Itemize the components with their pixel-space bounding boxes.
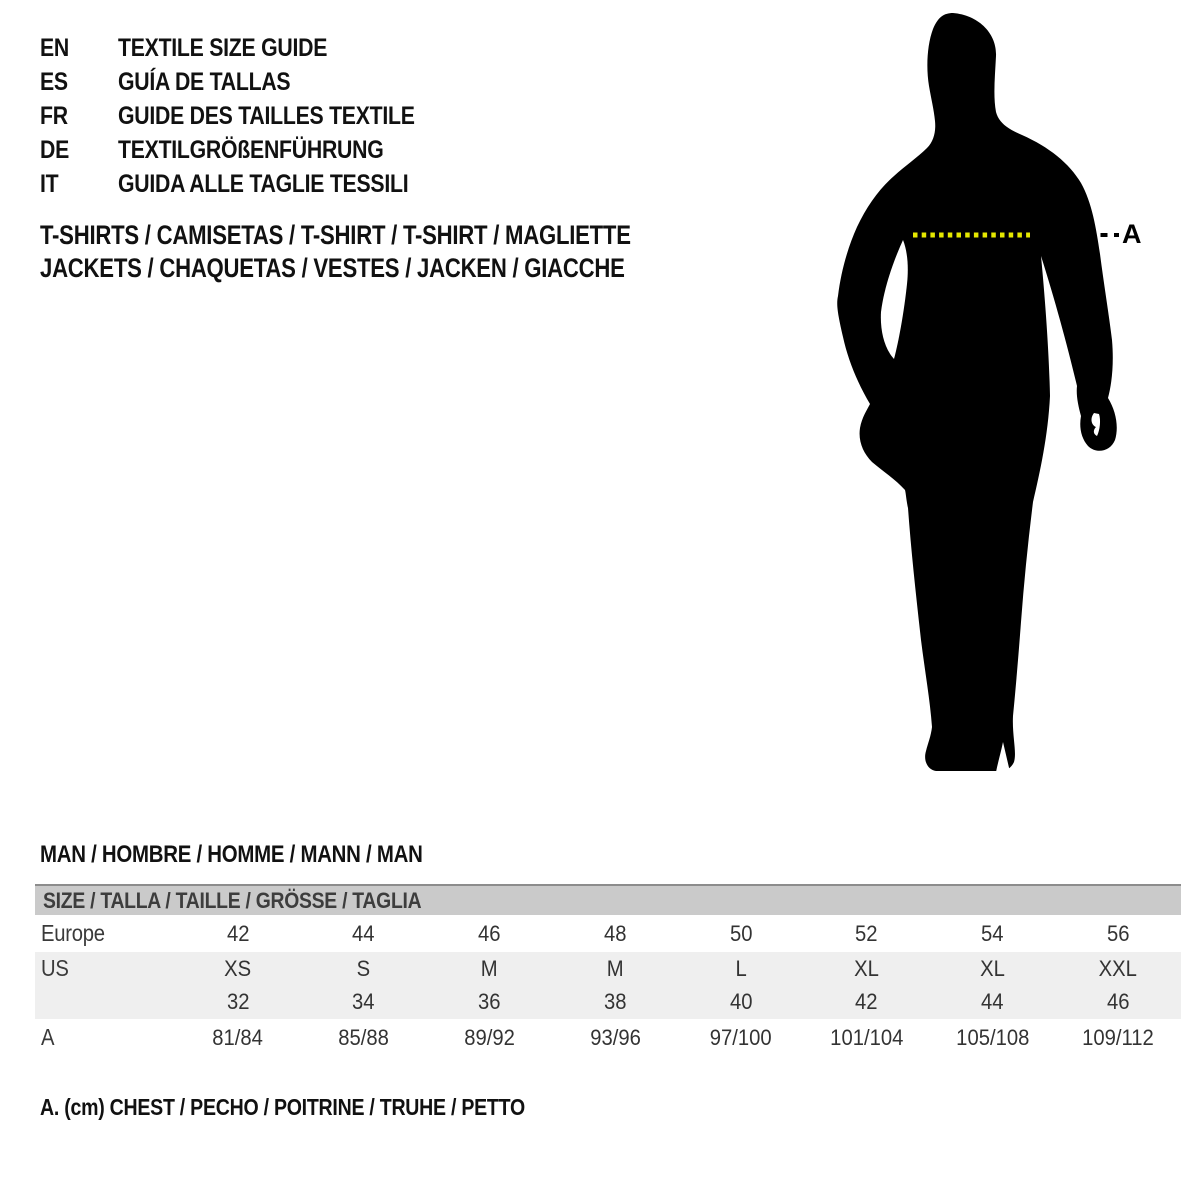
size-cell: 44 [352,920,375,946]
language-code: DE [40,135,70,164]
guide-title: TEXTILE SIZE GUIDE [118,33,328,62]
size-cell: 54 [981,920,1004,946]
table-row-chest-a [35,1019,1181,1056]
size-cell: 50 [729,920,753,946]
size-cell: L [735,955,747,981]
size-cell: 81/84 [212,1024,264,1050]
size-cell: 42 [855,989,878,1014]
gender-heading: MAN / HOMBRE / HOMME / MANN / MAN [40,841,423,868]
category-line-jackets: JACKETS / CHAQUETAS / VESTES / JACKEN / GIACCHE [40,253,625,283]
row-label: Europe [41,920,105,946]
language-code: ES [40,67,68,96]
size-cell: 93/96 [589,1024,641,1050]
size-cell: 101/104 [830,1024,904,1050]
size-table [35,884,1181,1056]
size-cell: 48 [603,920,627,946]
footnote-chest-measure: A. (cm) CHEST / PECHO / POITRINE / TRUHE / PETTO [40,1094,525,1120]
size-cell: S [356,955,371,981]
size-cell: 109/112 [1082,1024,1154,1050]
size-cell: 38 [603,989,627,1014]
table-alt-band [35,952,1181,1019]
table-row-europe [35,915,1181,952]
size-cell: XS [224,955,252,981]
size-cell: 97/100 [709,1024,772,1050]
size-cell: 32 [226,989,250,1014]
measurement-label-a: A [1122,219,1142,249]
size-cell: 46 [1106,989,1130,1014]
size-cell: 52 [855,920,878,946]
language-code: EN [40,33,70,62]
size-cell: M [606,955,624,981]
size-cell: 85/88 [338,1024,389,1050]
size-cell: 36 [478,989,501,1014]
man-silhouette [837,13,1117,771]
size-cell: 56 [1106,920,1130,946]
category-line-tshirts: T-SHIRTS / CAMISETAS / T-SHIRT / T-SHIRT / MAGLIETTE [40,220,631,250]
size-cell: 89/92 [464,1024,515,1050]
size-cell: M [480,955,498,981]
guide-title: GUÍA DE TALLAS [118,67,291,96]
size-cell: 44 [981,989,1004,1014]
size-cell: 34 [352,989,375,1014]
table-row-us [35,952,1181,985]
size-cell: XXL [1098,955,1138,981]
size-cell: 105/108 [955,1024,1029,1050]
row-label [35,989,175,1016]
size-cell: XL [854,955,880,981]
language-code: FR [40,101,68,130]
size-cell: 40 [729,989,753,1014]
language-code: IT [40,169,59,198]
size-table-header: SIZE / TALLA / TAILLE / GRÖSSE / TAGLIA [35,884,1181,915]
size-cell: 46 [478,920,501,946]
guide-title: GUIDE DES TAILLES TEXTILE [118,101,415,130]
row-label: A [41,1024,55,1050]
row-label: US [41,955,69,981]
guide-title: GUIDA ALLE TAGLIE TESSILI [118,169,409,198]
size-cell: XL [979,955,1005,981]
guide-title: TEXTILGRÖßENFÜHRUNG [118,135,384,164]
table-row-numeric [35,985,1181,1019]
size-cell: 42 [226,920,250,946]
